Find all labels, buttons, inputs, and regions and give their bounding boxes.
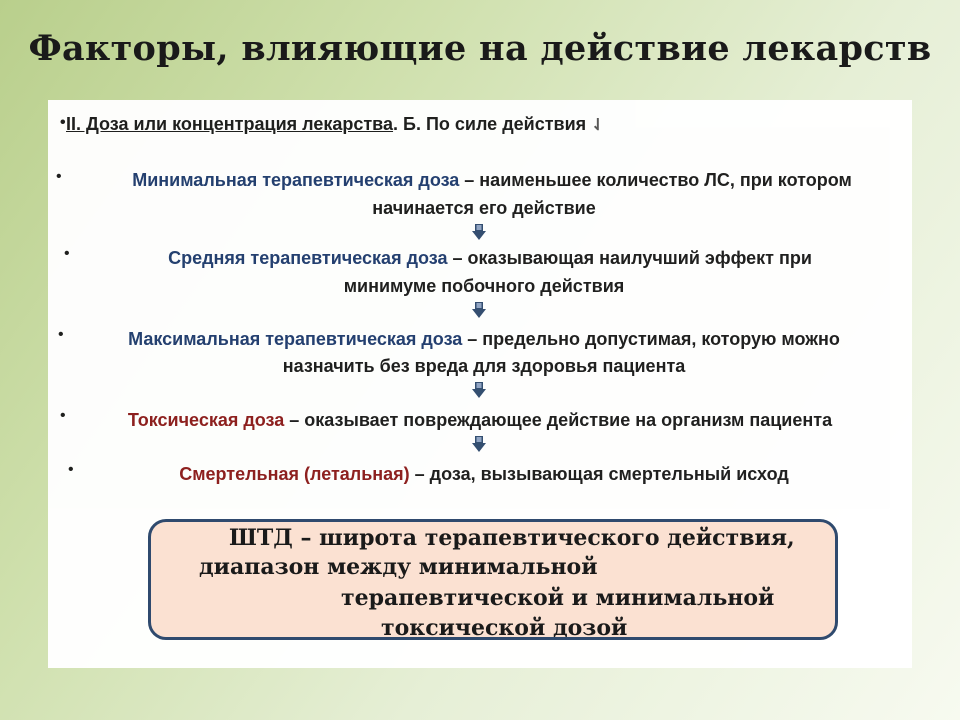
list-item [60, 170, 924, 191]
down-arrow-icon [472, 436, 486, 452]
dose-definition: – оказывающая наилучший эффект при [447, 248, 812, 268]
list-item-continuation: минимуме побочного действия [343, 276, 625, 296]
heading-section: II. Доза или концентрация лекарства [66, 114, 394, 134]
dose-term: Минимальная терапевтическая доза [132, 170, 460, 190]
dose-term: Средняя терапевтическая доза [168, 248, 448, 268]
dose-definition: – предельно допустимая, которую можно [462, 329, 840, 349]
dose-definition: – наименьшее количество ЛС, при котором [459, 170, 852, 190]
dose-term: Смертельная (летальная) [179, 464, 410, 484]
list-item [48, 410, 912, 431]
summary-box [148, 519, 838, 640]
dose-definition: – доза, вызывающая смертельный исход [409, 464, 789, 484]
down-arrow-icon [472, 224, 486, 240]
summary-line: терапевтической и минимальной [341, 585, 775, 611]
summary-line: диапазон между минимальной [199, 554, 598, 580]
bullet: • [60, 114, 66, 131]
bullet: • [56, 168, 62, 185]
down-arrow-icon [472, 382, 486, 398]
dose-definition: – оказывает повреждающее действие на организм пациента [284, 410, 833, 430]
list-item [52, 329, 916, 350]
heading-subsection: . Б. По силе действия [393, 114, 587, 134]
summary-line: токсической дозой [381, 615, 628, 640]
list-item-continuation: начинается его действие [372, 198, 596, 218]
slide-title: Факторы, влияющие на действие лекарств [28, 28, 932, 69]
summary-line: ШТД – широта терапевтического действия, [229, 525, 795, 551]
down-arrow-icon [472, 302, 486, 318]
dose-term: Максимальная терапевтическая доза [128, 329, 463, 349]
list-item [58, 248, 922, 269]
bullet: • [58, 326, 64, 343]
down-arrow-icon: ⇃ [591, 117, 605, 134]
list-item [52, 464, 916, 485]
bullet: • [68, 461, 74, 478]
dose-term: Токсическая доза [127, 410, 285, 430]
list-item-continuation: назначить без вреда для здоровья пациента [282, 356, 686, 376]
bullet: • [60, 407, 66, 424]
bullet: • [64, 245, 70, 262]
